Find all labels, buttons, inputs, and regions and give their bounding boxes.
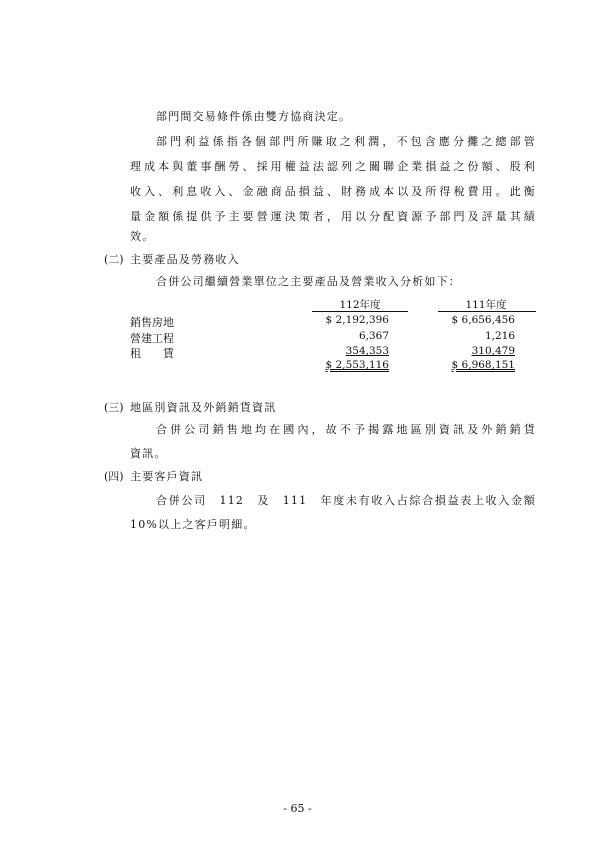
total-111: $ 6,968,151 bbox=[451, 359, 515, 371]
value-112: 354,353 bbox=[345, 345, 389, 357]
paragraph-line: 10%以上之客戶明細。 bbox=[130, 518, 256, 531]
row-label: 租 賃 bbox=[130, 347, 174, 360]
page-number: - 65 - bbox=[283, 802, 312, 815]
row-label: 營建工程 bbox=[130, 332, 174, 345]
paragraph-line: 合併公司銷售地均在國內，故不予揭露地區別資訊及外銷銷貨 bbox=[156, 423, 536, 436]
section-title: 地區別資訊及外銷銷貨資訊 bbox=[130, 401, 277, 414]
value-111: 310,479 bbox=[471, 345, 515, 357]
paragraph-line: 量金額係提供予主要營運決策者，用以分配資源予部門及評量其績 bbox=[130, 210, 536, 223]
paragraph-line: 部門間交易條件係由雙方協商決定。 bbox=[156, 110, 352, 123]
header-rule bbox=[438, 311, 536, 312]
section-title: 主要客戶資訊 bbox=[130, 470, 204, 483]
section-number: (三) bbox=[104, 401, 124, 414]
column-header-111: 111年度 bbox=[465, 299, 507, 311]
section-number: (四) bbox=[104, 470, 124, 483]
header-rule bbox=[312, 311, 408, 312]
paragraph-line: 部門利益係指各個部門所賺取之利潤，不包含應分攤之總部管 bbox=[156, 135, 536, 148]
section-number: (二) bbox=[104, 253, 124, 266]
paragraph-line: 收入、利息收入、金融商品損益、財務成本以及所得稅費用。此衡 bbox=[130, 185, 536, 198]
row-label: 銷售房地 bbox=[130, 316, 174, 329]
paragraph-line: 合併公司 112 及 111 年度未有收入占綜合損益表上收入金額 bbox=[156, 494, 536, 507]
section-intro: 合併公司繼續營業單位之主要產品及營業收入分析如下： bbox=[156, 275, 461, 288]
paragraph-line: 資訊。 bbox=[130, 447, 167, 460]
section-title: 主要產品及勞務收入 bbox=[130, 253, 240, 266]
total-112: $ 2,553,116 bbox=[325, 359, 389, 371]
value-111: 1,216 bbox=[484, 330, 515, 342]
paragraph-line: 效。 bbox=[130, 230, 155, 243]
paragraph-line: 理成本與董事酬勞、採用權益法認列之關聯企業損益之份額、股利 bbox=[130, 160, 536, 173]
value-111: $ 6,656,456 bbox=[451, 314, 515, 326]
value-112: 6,367 bbox=[358, 330, 389, 342]
value-112: $ 2,192,396 bbox=[325, 314, 389, 326]
column-header-112: 112年度 bbox=[339, 299, 381, 311]
